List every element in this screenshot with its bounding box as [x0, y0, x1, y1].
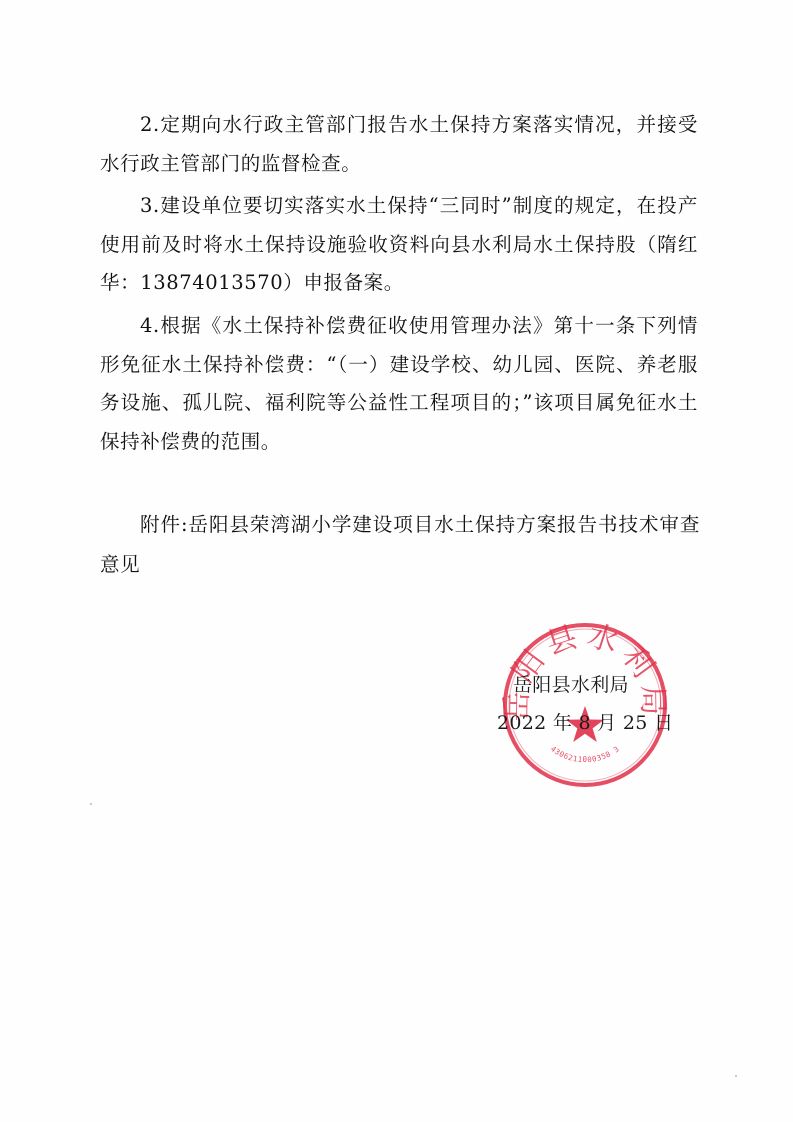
- svg-text:4306211000358 3: [549, 744, 621, 764]
- signature-organization: 岳阳县水利局: [513, 674, 629, 696]
- paragraph-item-4: 4.根据《水土保持补偿费征收使用管理办法》第十一条下列情形免征水土保持补偿费：“（一）建设学校、幼儿园、医院、养老服务设施、孤儿院、福利院等公益性工程项目的；”该项目属免征水土保持补偿费的范围。: [100, 314, 698, 453]
- official-seal-stamp: [500, 620, 670, 790]
- scan-speck: [90, 803, 92, 805]
- paragraph-item-2: 2.定期向水行政主管部门报告水土保持方案落实情况，并接受水行政主管部门的监督检查。: [100, 113, 698, 175]
- seal-code-text: 4306211000358 3: [548, 744, 622, 765]
- scan-speck: [735, 1075, 737, 1077]
- signature-date: 2022 年 8 月 25 日: [497, 712, 674, 734]
- paragraph-item-3: 3.建设单位要切实落实水土保持“三同时”制度的规定，在投产使用前及时将水土保持设施验收资料向县水利局水土保持股（隋红华：13874013570）申报备案。: [100, 194, 698, 294]
- seal-name-text: 岳阳县水利局: [500, 620, 670, 722]
- attachment-line: 附件:岳阳县荣湾湖小学建设项目水土保持方案报告书技术审查意见: [100, 513, 700, 576]
